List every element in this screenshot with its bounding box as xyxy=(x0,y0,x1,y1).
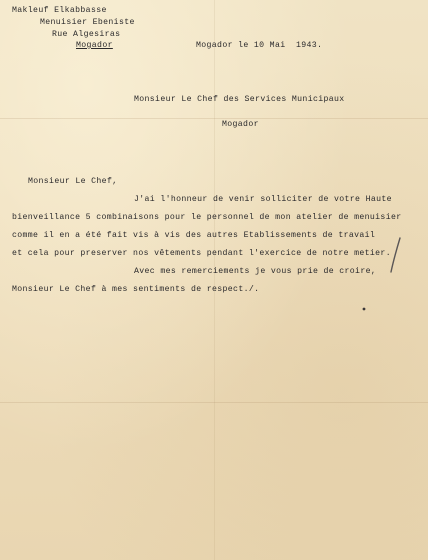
sender-street: Rue Algesiras xyxy=(52,30,121,39)
recipient-city: Mogador xyxy=(222,120,259,129)
pen-stroke-mark xyxy=(386,236,406,276)
sender-city: Mogador xyxy=(76,41,113,50)
paper-crease xyxy=(214,0,215,560)
sender-name: Makleuf Elkabbasse xyxy=(12,6,107,15)
date-line: Mogador le 10 Mai 1943. xyxy=(196,41,323,50)
body-line: bienveillance 5 combinaisons pour le personnel de mon atelier de menuisier xyxy=(12,213,402,222)
salutation: Monsieur Le Chef, xyxy=(28,177,118,186)
recipient-title: Monsieur Le Chef des Services Municipaux xyxy=(134,95,345,104)
ink-dot-mark xyxy=(360,305,368,313)
sender-trade: Menuisier Ebeniste xyxy=(40,18,135,27)
body-line: et cela pour preserver nos vêtements pendant l'exercice de notre metier. xyxy=(12,249,391,258)
body-line: J'ai l'honneur de venir solliciter de votre Haute xyxy=(134,195,392,204)
body-line: Avec mes remerciements je vous prie de croire, xyxy=(134,267,377,276)
body-line: Monsieur Le Chef à mes sentiments de respect./. xyxy=(12,285,260,294)
body-line: comme il en a été fait vis à vis des autres Etablissements de travail xyxy=(12,231,376,240)
